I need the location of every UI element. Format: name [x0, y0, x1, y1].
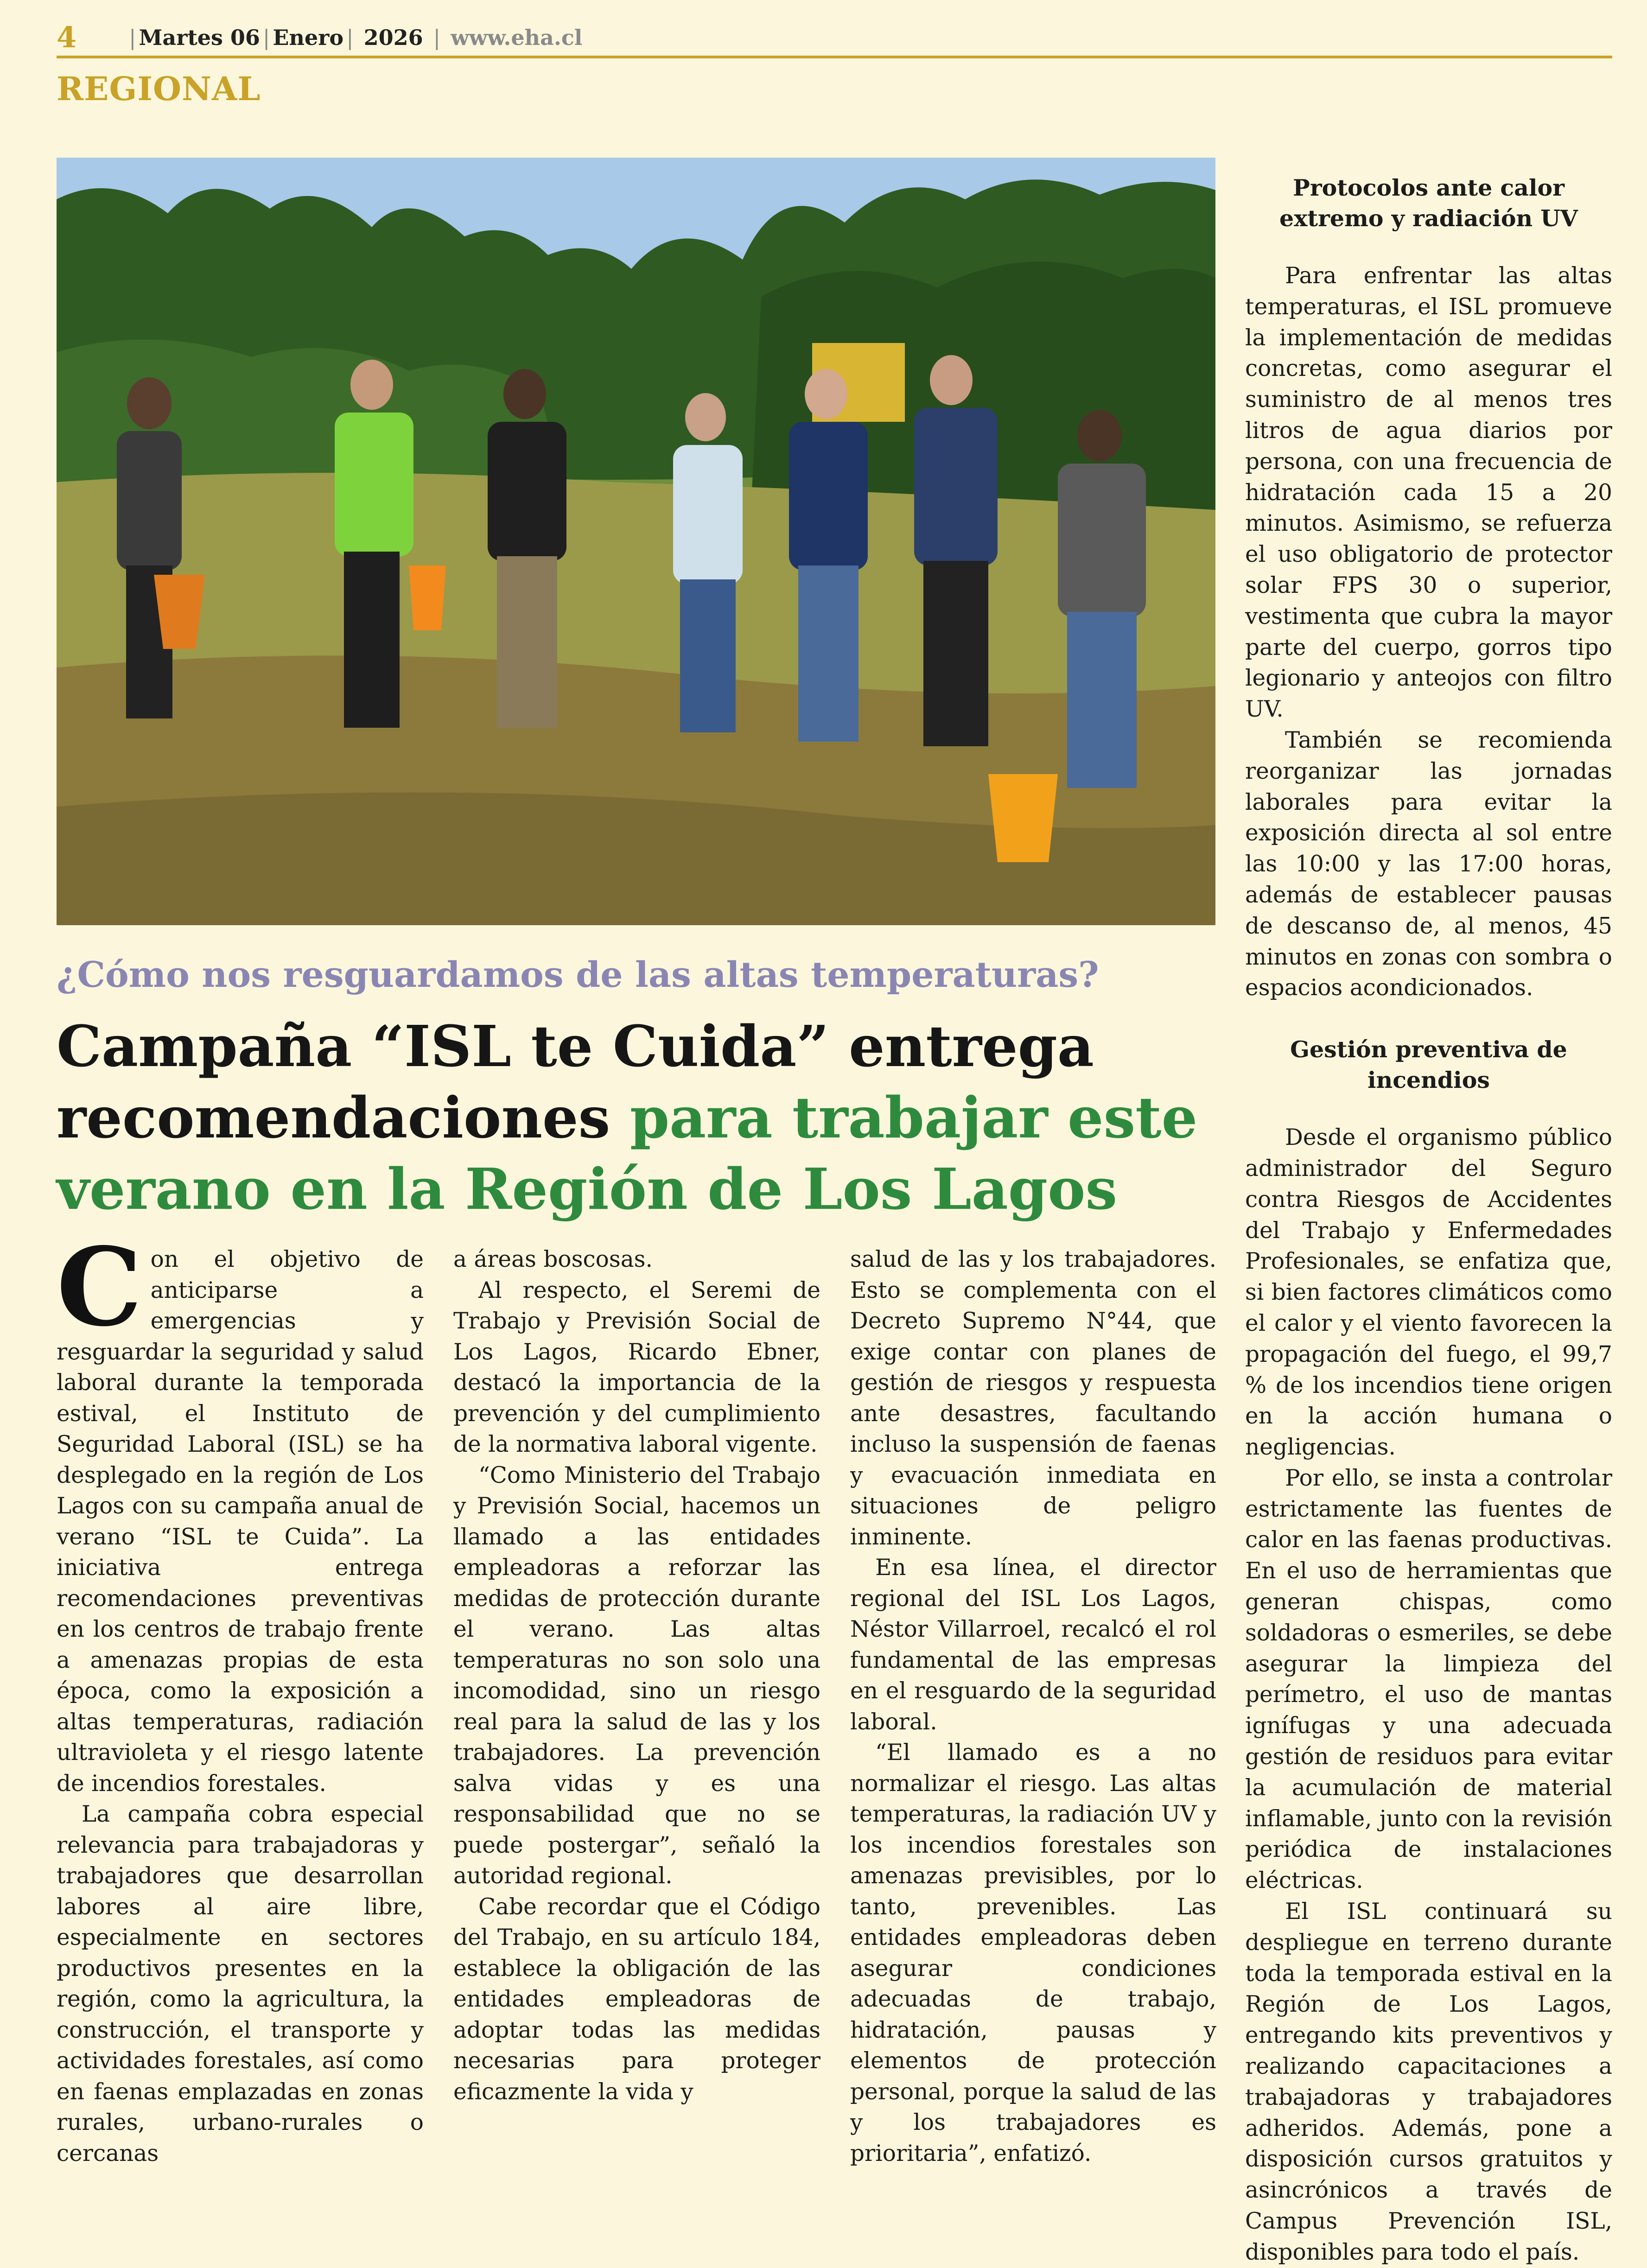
sidebar-paragraph: Desde el organismo público administrador del Seguro contra Riesgos de Accidentes del Trabajo y Enfermedades Profesionales, se enfatiza que, si bien factores climáticos como el calor y el viento favorecen la propagación del fuego, el 99,7 % de los incendios tiene origen en la acción humana o negligencias. — [1245, 1124, 1612, 1461]
date-year: 2026 — [363, 25, 423, 50]
sidebar-paragraph: Por ello, se insta a controlar estrictamente las fuentes de calor en las faenas productivas. En el uso de herramientas que generan chispas, como soldadoras o esmeriles, se debe asegurar la limpieza del perímetro, el uso de mantas ignífugas y una adecuada gestión de residuos para evitar la acumulación de material inflamable, junto con la revisión periódica de instalaciones eléctricas. — [1245, 1465, 1612, 1894]
photo-illustration — [57, 158, 1215, 925]
article-paragraph: salud de las y los trabajadores. Esto se complementa con el Decreto Supremo N°44, que exige contar con planes de gestión de riesgos y respuesta ante desastres, facultando incluso la suspensión de faenas y evacuación inmediata en situaciones de peligro inminente. — [850, 1246, 1216, 1550]
date-day: Martes 06 — [139, 25, 260, 50]
article-paragraph: Cabe recordar que el Código del Trabajo, en su artículo 184, establece la obligación de las entidades empleadoras de adoptar todas las medidas necesarias para proteger eficazmente la vida y — [453, 1893, 820, 2105]
sidebar-paragraph: El ISL continuará su despliegue en terreno durante toda la temporada estival en la Región de Los Lagos, entregando kits preventivos y realizando capacitaciones a trabajadoras y trabajadores adheridos. Además, pone a disposición cursos gratuitos y asincrónicos a través de Campus Prevención ISL, disponibles para todo el país. — [1245, 1899, 1612, 2265]
article-paragraph: a áreas boscosas. — [453, 1246, 653, 1272]
article-paragraph: Al respecto, el Seremi de Trabajo y Previsión Social de Los Lagos, Ricardo Ebner, destacó la importancia de la prevención y del cumplimiento de la normativa laboral vigente. — [453, 1277, 820, 1457]
sidebar-column — [1245, 172, 1612, 2268]
article-paragraph: En esa línea, el director regional del ISL Los Lagos, Néstor Villarroel, recalcó el rol fundamental de las empresas en el resguardo de la seguridad laboral. — [850, 1555, 1216, 1735]
article-photo — [57, 158, 1215, 925]
article-paragraph: “Como Ministerio del Trabajo y Previsión Social, hacemos un llamado a las entidades empleadoras a reforzar las medidas de protección durante el verano. Las altas temperaturas no son solo una incomodidad, sino un riesgo real para la salud de las y los trabajadores. La prevención salva vidas y es una responsabilidad que no se puede postergar”, señaló la autoridad regional. — [453, 1462, 820, 1889]
headline-black: Campaña “ISL te Cuida” entrega recomendaciones — [57, 1013, 1094, 1151]
sidebar-paragraph: También se recomienda reorganizar las jornadas laborales para evitar la exposición directa al sol entre las 10:00 y las 17:00 horas, además de establecer pausas de descanso de, al menos, 45 minutos en zonas con sombra o espacios acondicionados. — [1245, 727, 1612, 1001]
section-label: REGIONAL — [57, 70, 261, 108]
article-paragraph: Con el objetivo de anticiparse a emergencias y resguardar la seguridad y salud laboral durante la temporada estival, el Instituto de Seguridad Laboral (ISL) se ha desplegado en la región de Los Lagos con su campaña anual de verano “ISL te Cuida”. La iniciativa entrega recomendaciones preventivas en los centros de trabajo frente a amenazas propias de esta época, como la exposición a altas temperaturas, radiación ultravioleta y el riesgo latente de incendios forestales. — [57, 1224, 424, 1797]
article-paragraph: “El llamado es a no normalizar el riesgo. Las altas temperaturas, la radiación UV y los incendios forestales son amenazas previsibles, por lo tanto, prevenibles. Las entidades empleadoras deben asegurar condiciones adecuadas de trabajo, hidratación, pausas y elementos de protección personal, porque la salud de las y los trabajadores es prioritaria”, enfatizó. — [850, 1740, 1216, 2166]
sidebar-paragraph: Para enfrentar las altas temperaturas, el ISL promueve la implementación de medidas concretas, como asegurar el suministro de al menos tres litros de agua diarios por persona, con una frecuencia de hidratación cada 15 a 20 minutos. Asimismo, se refuerza el uso obligatorio de protector solar FPS 30 o superior, vestimenta que cubra la mayor parte del cuerpo, gorros tipo legionario y anteojos con filtro UV. — [1245, 263, 1612, 723]
sidebar-heading-fire: Gestión preventiva de incendios — [1290, 1036, 1567, 1094]
article-column-1 — [57, 1224, 424, 2169]
article-headline — [57, 1010, 1225, 1225]
sidebar-heading-heat: Protocolos ante calor extremo y radiación UV — [1279, 174, 1578, 232]
drop-cap: C — [57, 1224, 142, 1350]
article-paragraph: La campaña cobra especial relevancia para trabajadoras y trabajadores que desarrollan labores al aire libre, especialmente en sectores productivos presentes en la región, como la agricultura, la construcción, el transporte y actividades forestales, así como en faenas emplazadas en zonas rurales, urbano-rurales o cercanas — [57, 1801, 424, 2166]
dateline: | Martes 06 | Enero | 2026 | www.eha.cl — [129, 25, 583, 50]
headline-green: para trabajar este verano en la Región de Los Lagos — [57, 1084, 1198, 1222]
page-header — [57, 19, 1612, 58]
page-number: 4 — [57, 20, 77, 54]
date-month: Enero — [273, 25, 344, 50]
article-column-3 — [850, 1244, 1216, 2169]
article-column-2 — [453, 1244, 820, 2107]
article-kicker: ¿Cómo nos resguardamos de las altas temperaturas? — [57, 954, 1099, 995]
website-link[interactable]: www.eha.cl — [451, 25, 583, 50]
